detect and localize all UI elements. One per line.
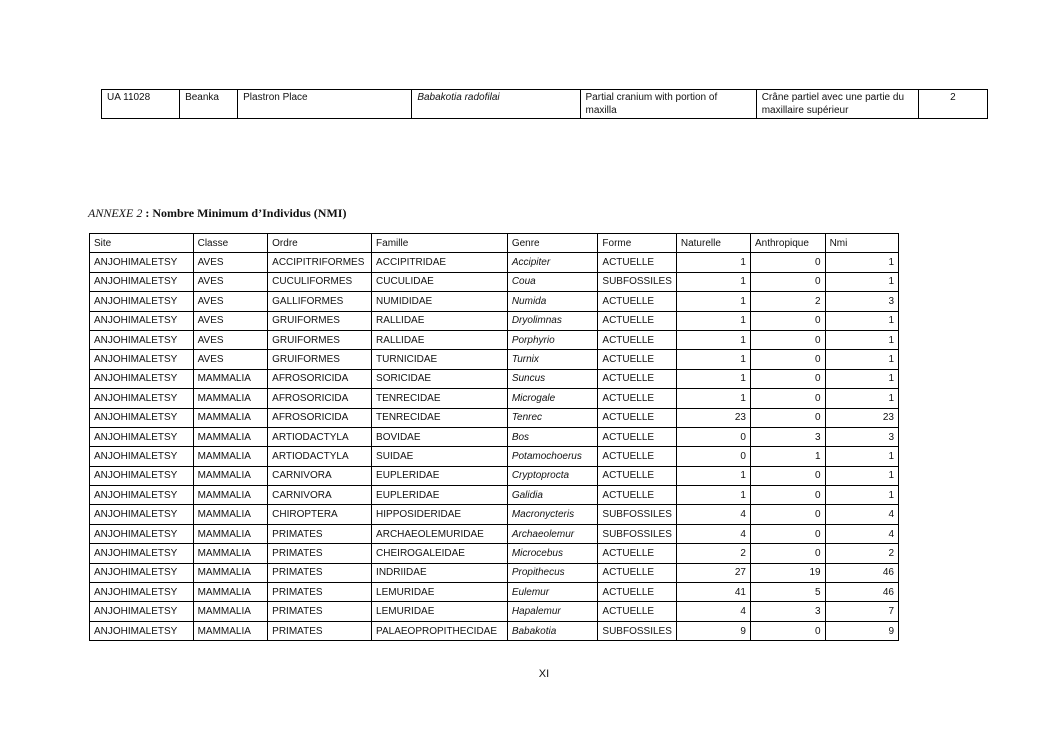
table-row — [90, 311, 899, 330]
naturelle-cell: 1 — [676, 389, 750, 408]
famille-cell: TENRECIDAE — [372, 408, 508, 427]
forme-cell: ACTUELLE — [598, 486, 676, 505]
site-cell: ANJOHIMALETSY — [90, 505, 194, 524]
classe-cell: MAMMALIA — [193, 486, 268, 505]
forme-cell: SUBFOSSILES — [598, 621, 676, 640]
forme-cell: ACTUELLE — [598, 602, 676, 621]
naturelle-cell: 1 — [676, 272, 750, 291]
nmi-cell: 1 — [825, 389, 898, 408]
classe-cell: MAMMALIA — [193, 524, 268, 543]
anthropique-cell: 5 — [750, 583, 825, 602]
site-cell: ANJOHIMALETSY — [90, 447, 194, 466]
table-row — [90, 486, 899, 505]
forme-cell: ACTUELLE — [598, 311, 676, 330]
classe-cell: MAMMALIA — [193, 563, 268, 582]
classe-cell: AVES — [193, 292, 268, 311]
nmi-cell: 3 — [825, 427, 898, 446]
header-naturelle: Naturelle — [676, 234, 750, 253]
description-en-cell: Partial cranium with portion of maxilla — [580, 90, 756, 119]
anthropique-cell: 0 — [750, 369, 825, 388]
famille-cell: TENRECIDAE — [372, 389, 508, 408]
classe-cell: MAMMALIA — [193, 447, 268, 466]
nmi-cell: 1 — [825, 330, 898, 349]
ordre-cell: GALLIFORMES — [268, 292, 372, 311]
forme-cell: ACTUELLE — [598, 583, 676, 602]
header-anthropique: Anthropique — [750, 234, 825, 253]
famille-cell: PALAEOPROPITHECIDAE — [372, 621, 508, 640]
ordre-cell: CUCULIFORMES — [268, 272, 372, 291]
famille-cell: RALLIDAE — [372, 311, 508, 330]
forme-cell: SUBFOSSILES — [598, 272, 676, 291]
genre-cell: Dryolimnas — [507, 311, 598, 330]
classe-cell: AVES — [193, 311, 268, 330]
ordre-cell: PRIMATES — [268, 563, 372, 582]
classe-cell: AVES — [193, 330, 268, 349]
header-forme: Forme — [598, 234, 676, 253]
naturelle-cell: 27 — [676, 563, 750, 582]
famille-cell: ACCIPITRIDAE — [372, 253, 508, 272]
site-cell: ANJOHIMALETSY — [90, 369, 194, 388]
forme-cell: ACTUELLE — [598, 466, 676, 485]
site-cell: ANJOHIMALETSY — [90, 330, 194, 349]
anthropique-cell: 0 — [750, 466, 825, 485]
site-cell: ANJOHIMALETSY — [90, 292, 194, 311]
site-cell: ANJOHIMALETSY — [90, 253, 194, 272]
header-ordre: Ordre — [268, 234, 372, 253]
genre-cell: Microgale — [507, 389, 598, 408]
anthropique-cell: 0 — [750, 311, 825, 330]
anthropique-cell: 0 — [750, 486, 825, 505]
ordre-cell: ARTIODACTYLA — [268, 447, 372, 466]
site-cell: ANJOHIMALETSY — [90, 272, 194, 291]
ordre-cell: AFROSORICIDA — [268, 408, 372, 427]
forme-cell: ACTUELLE — [598, 544, 676, 563]
description-fr-cell: Crâne partiel avec une partie du maxillaire supérieur — [756, 90, 918, 119]
ordre-cell: AFROSORICIDA — [268, 389, 372, 408]
naturelle-cell: 2 — [676, 544, 750, 563]
taxon-cell: Babakotia radofilai — [412, 90, 580, 119]
genre-cell: Tenrec — [507, 408, 598, 427]
anthropique-cell: 0 — [750, 621, 825, 640]
page-number: XI — [538, 668, 550, 680]
header-famille: Famille — [372, 234, 508, 253]
classe-cell: MAMMALIA — [193, 389, 268, 408]
naturelle-cell: 9 — [676, 621, 750, 640]
genre-cell: Cryptoprocta — [507, 466, 598, 485]
genre-cell: Porphyrio — [507, 330, 598, 349]
forme-cell: SUBFOSSILES — [598, 524, 676, 543]
naturelle-cell: 4 — [676, 524, 750, 543]
forme-cell: ACTUELLE — [598, 330, 676, 349]
ordre-cell: PRIMATES — [268, 544, 372, 563]
ordre-cell: AFROSORICIDA — [268, 369, 372, 388]
nmi-cell: 7 — [825, 602, 898, 621]
ordre-cell: PRIMATES — [268, 583, 372, 602]
classe-cell: MAMMALIA — [193, 544, 268, 563]
nmi-cell: 46 — [825, 563, 898, 582]
genre-cell: Turnix — [507, 350, 598, 369]
forme-cell: ACTUELLE — [598, 408, 676, 427]
table-row — [90, 292, 899, 311]
nmi-cell: 9 — [825, 621, 898, 640]
anthropique-cell: 0 — [750, 350, 825, 369]
famille-cell: LEMURIDAE — [372, 583, 508, 602]
header-row — [90, 234, 899, 253]
ordre-cell: CARNIVORA — [268, 466, 372, 485]
forme-cell: SUBFOSSILES — [598, 505, 676, 524]
annex-title-text: : Nombre Minimum d’Individus (NMI) — [142, 206, 347, 220]
nmi-cell: 46 — [825, 583, 898, 602]
nmi-cell: 1 — [825, 486, 898, 505]
nmi-cell: 1 — [825, 466, 898, 485]
header-classe: Classe — [193, 234, 268, 253]
ordre-cell: CHIROPTERA — [268, 505, 372, 524]
ordre-cell: PRIMATES — [268, 524, 372, 543]
forme-cell: ACTUELLE — [598, 389, 676, 408]
site-cell: Plastron Place — [238, 90, 412, 119]
count-cell: 2 — [918, 90, 987, 119]
anthropique-cell: 3 — [750, 427, 825, 446]
famille-cell: SUIDAE — [372, 447, 508, 466]
naturelle-cell: 1 — [676, 350, 750, 369]
site-cell: ANJOHIMALETSY — [90, 427, 194, 446]
site-cell: ANJOHIMALETSY — [90, 524, 194, 543]
site-cell: ANJOHIMALETSY — [90, 389, 194, 408]
specimen-row — [102, 90, 988, 119]
table-row — [90, 602, 899, 621]
naturelle-cell: 1 — [676, 369, 750, 388]
ordre-cell: GRUIFORMES — [268, 311, 372, 330]
genre-cell: Suncus — [507, 369, 598, 388]
famille-cell: BOVIDAE — [372, 427, 508, 446]
ordre-cell: PRIMATES — [268, 621, 372, 640]
famille-cell: SORICIDAE — [372, 369, 508, 388]
genre-cell: Galidia — [507, 486, 598, 505]
nmi-cell: 1 — [825, 311, 898, 330]
naturelle-cell: 0 — [676, 447, 750, 466]
table-row — [90, 583, 899, 602]
forme-cell: ACTUELLE — [598, 350, 676, 369]
site-cell: ANJOHIMALETSY — [90, 563, 194, 582]
naturelle-cell: 4 — [676, 505, 750, 524]
specimen-table — [101, 89, 988, 119]
annex-label: ANNEXE 2 — [88, 206, 143, 220]
site-cell: ANJOHIMALETSY — [90, 350, 194, 369]
nmi-cell: 23 — [825, 408, 898, 427]
table-row — [90, 408, 899, 427]
naturelle-cell: 0 — [676, 427, 750, 446]
genre-cell: Babakotia — [507, 621, 598, 640]
nmi-cell: 1 — [825, 447, 898, 466]
classe-cell: AVES — [193, 253, 268, 272]
classe-cell: AVES — [193, 272, 268, 291]
table-row — [90, 427, 899, 446]
genre-cell: Eulemur — [507, 583, 598, 602]
classe-cell: AVES — [193, 350, 268, 369]
anthropique-cell: 2 — [750, 292, 825, 311]
locality-cell: Beanka — [180, 90, 238, 119]
naturelle-cell: 1 — [676, 330, 750, 349]
table-row — [90, 466, 899, 485]
anthropique-cell: 19 — [750, 563, 825, 582]
anthropique-cell: 0 — [750, 330, 825, 349]
site-cell: ANJOHIMALETSY — [90, 486, 194, 505]
genre-cell: Bos — [507, 427, 598, 446]
header-site: Site — [90, 234, 194, 253]
anthropique-cell: 0 — [750, 408, 825, 427]
nmi-cell: 3 — [825, 292, 898, 311]
classe-cell: MAMMALIA — [193, 408, 268, 427]
site-cell: ANJOHIMALETSY — [90, 544, 194, 563]
ordre-cell: PRIMATES — [268, 602, 372, 621]
site-cell: ANJOHIMALETSY — [90, 311, 194, 330]
header-genre: Genre — [507, 234, 598, 253]
forme-cell: ACTUELLE — [598, 427, 676, 446]
annex-heading — [88, 206, 346, 221]
famille-cell: LEMURIDAE — [372, 602, 508, 621]
famille-cell: INDRIIDAE — [372, 563, 508, 582]
forme-cell: ACTUELLE — [598, 253, 676, 272]
ordre-cell: ARTIODACTYLA — [268, 427, 372, 446]
anthropique-cell: 0 — [750, 505, 825, 524]
anthropique-cell: 0 — [750, 524, 825, 543]
naturelle-cell: 23 — [676, 408, 750, 427]
famille-cell: EUPLERIDAE — [372, 466, 508, 485]
naturelle-cell: 1 — [676, 292, 750, 311]
genre-cell: Coua — [507, 272, 598, 291]
anthropique-cell: 0 — [750, 389, 825, 408]
famille-cell: HIPPOSIDERIDAE — [372, 505, 508, 524]
genre-cell: Propithecus — [507, 563, 598, 582]
nmi-cell: 1 — [825, 253, 898, 272]
catalog-cell: UA 11028 — [102, 90, 180, 119]
anthropique-cell: 3 — [750, 602, 825, 621]
table-row — [90, 621, 899, 640]
naturelle-cell: 41 — [676, 583, 750, 602]
forme-cell: ACTUELLE — [598, 292, 676, 311]
nmi-cell: 1 — [825, 272, 898, 291]
famille-cell: TURNICIDAE — [372, 350, 508, 369]
genre-cell: Accipiter — [507, 253, 598, 272]
classe-cell: MAMMALIA — [193, 369, 268, 388]
table-row — [90, 389, 899, 408]
table-row — [90, 524, 899, 543]
site-cell: ANJOHIMALETSY — [90, 602, 194, 621]
genre-cell: Numida — [507, 292, 598, 311]
naturelle-cell: 4 — [676, 602, 750, 621]
genre-cell: Archaeolemur — [507, 524, 598, 543]
famille-cell: RALLIDAE — [372, 330, 508, 349]
table-row — [90, 447, 899, 466]
ordre-cell: ACCIPITRIFORMES — [268, 253, 372, 272]
ordre-cell: GRUIFORMES — [268, 330, 372, 349]
table-row — [90, 350, 899, 369]
forme-cell: ACTUELLE — [598, 369, 676, 388]
table-row — [90, 563, 899, 582]
naturelle-cell: 1 — [676, 311, 750, 330]
ordre-cell: GRUIFORMES — [268, 350, 372, 369]
nmi-table — [89, 233, 899, 641]
ordre-cell: CARNIVORA — [268, 486, 372, 505]
classe-cell: MAMMALIA — [193, 427, 268, 446]
anthropique-cell: 0 — [750, 544, 825, 563]
famille-cell: NUMIDIDAE — [372, 292, 508, 311]
classe-cell: MAMMALIA — [193, 583, 268, 602]
forme-cell: ACTUELLE — [598, 447, 676, 466]
nmi-cell: 4 — [825, 524, 898, 543]
table-row — [90, 369, 899, 388]
anthropique-cell: 1 — [750, 447, 825, 466]
site-cell: ANJOHIMALETSY — [90, 621, 194, 640]
nmi-cell: 1 — [825, 369, 898, 388]
site-cell: ANJOHIMALETSY — [90, 408, 194, 427]
nmi-cell: 4 — [825, 505, 898, 524]
table-row — [90, 272, 899, 291]
classe-cell: MAMMALIA — [193, 466, 268, 485]
site-cell: ANJOHIMALETSY — [90, 466, 194, 485]
table-row — [90, 253, 899, 272]
genre-cell: Hapalemur — [507, 602, 598, 621]
table-row — [90, 544, 899, 563]
classe-cell: MAMMALIA — [193, 621, 268, 640]
famille-cell: CHEIROGALEIDAE — [372, 544, 508, 563]
classe-cell: MAMMALIA — [193, 505, 268, 524]
classe-cell: MAMMALIA — [193, 602, 268, 621]
anthropique-cell: 0 — [750, 253, 825, 272]
famille-cell: EUPLERIDAE — [372, 486, 508, 505]
forme-cell: ACTUELLE — [598, 563, 676, 582]
table-row — [90, 330, 899, 349]
nmi-cell: 2 — [825, 544, 898, 563]
table-row — [90, 505, 899, 524]
famille-cell: ARCHAEOLEMURIDAE — [372, 524, 508, 543]
naturelle-cell: 1 — [676, 466, 750, 485]
header-nmi: Nmi — [825, 234, 898, 253]
nmi-cell: 1 — [825, 350, 898, 369]
genre-cell: Potamochoerus — [507, 447, 598, 466]
famille-cell: CUCULIDAE — [372, 272, 508, 291]
anthropique-cell: 0 — [750, 272, 825, 291]
naturelle-cell: 1 — [676, 253, 750, 272]
genre-cell: Macronycteris — [507, 505, 598, 524]
naturelle-cell: 1 — [676, 486, 750, 505]
genre-cell: Microcebus — [507, 544, 598, 563]
site-cell: ANJOHIMALETSY — [90, 583, 194, 602]
